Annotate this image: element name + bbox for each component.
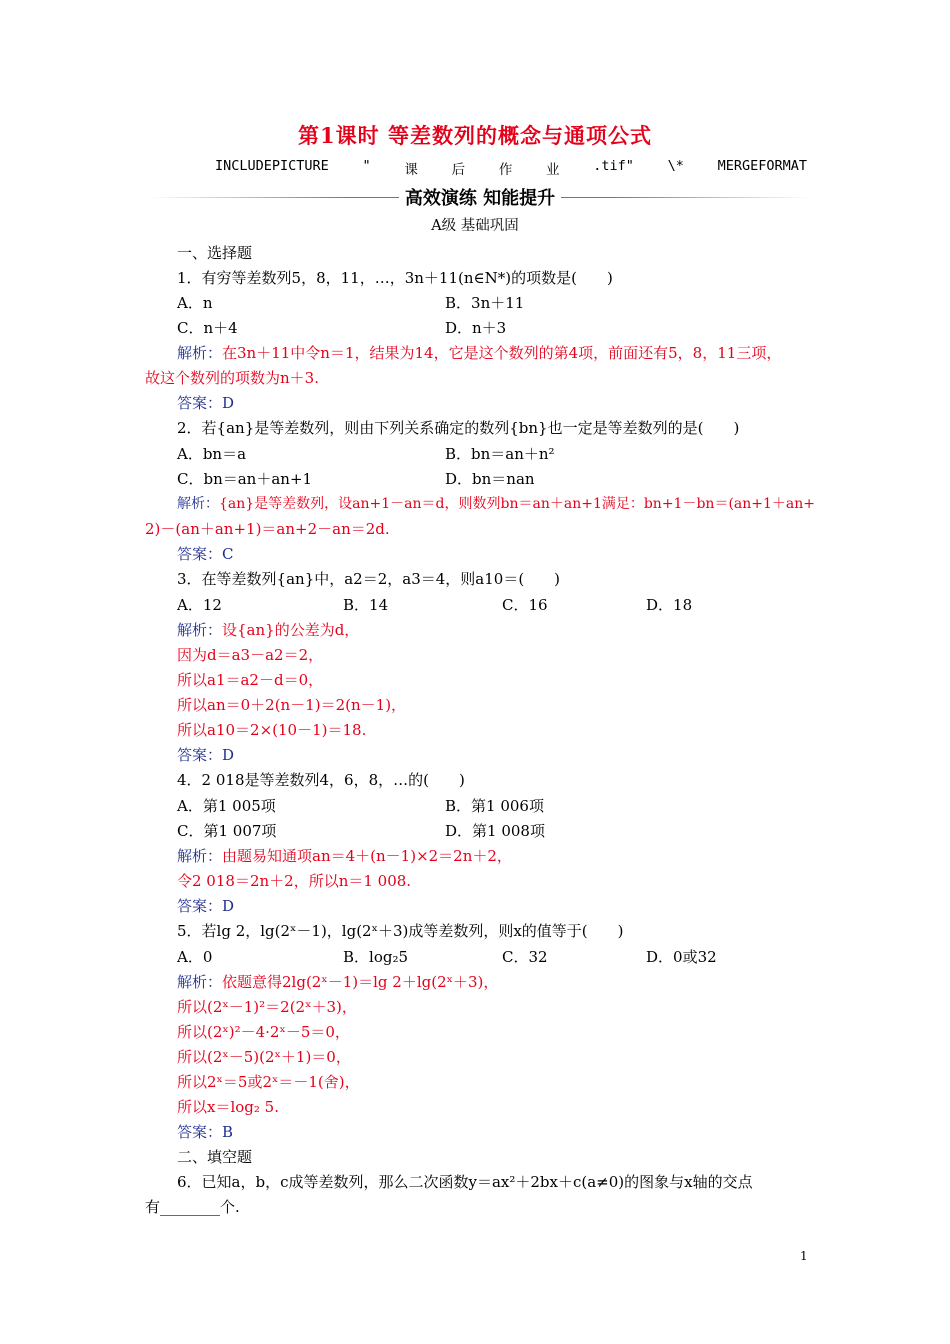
banner-text: 高效演练 知能提升 [404, 188, 556, 209]
q4-option-a: A．第1 005项 [177, 797, 276, 815]
q2-option-c: C．bn＝an＋an+1 [177, 470, 313, 488]
q5-solution-line-5: 所以2ˣ＝5或2ˣ＝－1(舍)， [177, 1073, 360, 1091]
answer-label: 答案： [177, 897, 223, 915]
q3-option-b: B．14 [343, 596, 389, 614]
field-token: 作 [498, 162, 513, 178]
solution-text: 设{an}的公差为d， [222, 621, 360, 639]
solution-text: {an}是等差数列，设an+1－an＝d，则数列bn＝an＋an+1满足：bn+1－bn＝(an+1＋an+ [219, 496, 815, 512]
analysis-label: 解析： [177, 847, 223, 865]
q5-solution-line-4: 所以(2ˣ－5)(2ˣ＋1)＝0， [177, 1048, 351, 1066]
question-3-stem: 3．在等差数列{an}中，a2＝2，a3＝4，则a10＝( ) [177, 570, 561, 588]
q3-solution-line-2: 因为d＝a3－a2＝2， [177, 646, 324, 664]
page-number: 1 [800, 1249, 808, 1263]
q1-option-b: B．3n＋11 [445, 294, 525, 312]
question-5-stem: 5．若lg 2，lg(2ˣ－1)，lg(2ˣ＋3)成等差数列，则x的值等于( ) [177, 922, 624, 940]
q3-option-d: D．18 [646, 596, 693, 614]
include-picture-field [215, 158, 807, 178]
q3-option-a: A．12 [177, 596, 222, 614]
q4-answer [177, 895, 234, 916]
q1-solution-line [177, 342, 781, 363]
solution-text: 由题易知通项an＝4＋(n－1)×2＝2n＋2， [222, 847, 512, 865]
q3-option-c: C．16 [502, 596, 548, 614]
q2-solution-line [177, 493, 815, 513]
field-token: 业 [546, 162, 560, 178]
answer-value: D [222, 394, 235, 412]
answer-value: C [222, 545, 234, 563]
answer-label: 答案： [177, 1123, 223, 1141]
q2-option-a: A．bn＝a [177, 445, 247, 463]
field-token: 后 [451, 162, 466, 178]
q5-answer [177, 1121, 233, 1142]
q5-solution-line-3: 所以(2ˣ)²－4·2ˣ－5＝0， [177, 1023, 350, 1041]
banner-rule-left [150, 197, 399, 198]
question-6-stem: 6．已知a，b，c成等差数列，那么二次函数y＝ax²＋2bx＋c(a≠0)的图象与x轴的交点 [177, 1173, 753, 1191]
analysis-label: 解析： [177, 344, 223, 362]
field-token: 课 [404, 162, 418, 178]
solution-text: 在3n＋11中令n＝1，结果为14，它是这个数列的第4项，前面还有5，8，11三项， [222, 344, 782, 362]
q5-solution-line [177, 971, 498, 992]
question-6-stem-2: 有________个. [145, 1198, 240, 1216]
q5-option-c: C．32 [502, 948, 548, 966]
q1-option-a: A．n [177, 294, 213, 312]
q4-option-b: B．第1 006项 [445, 797, 544, 815]
q5-solution-line-2: 所以(2ˣ－1)²＝2(2ˣ＋3)， [177, 998, 357, 1016]
answer-value: D [222, 897, 235, 915]
field-token: INCLUDEPICTURE [215, 158, 329, 174]
question-2-stem: 2．若{an}是等差数列，则由下列关系确定的数列{bn}也一定是等差数列的是( ) [177, 419, 740, 437]
q2-option-d: D．bn＝nan [445, 470, 535, 488]
q4-solution-line-2: 令2 018＝2n＋2，所以n＝1 008. [177, 872, 412, 890]
q5-option-d: D．0或32 [646, 948, 717, 966]
field-token: MERGEFORMAT [717, 158, 807, 174]
answer-value: B [222, 1123, 234, 1141]
field-token: .tif" [593, 158, 634, 174]
banner-rule-right [561, 197, 810, 198]
q3-solution-line [177, 619, 359, 640]
answer-label: 答案： [177, 545, 223, 563]
q1-option-c: C．n＋4 [177, 319, 238, 337]
section-heading: 一、选择题 [177, 244, 253, 262]
q1-option-d: D．n＋3 [445, 319, 507, 337]
field-token: \* [667, 158, 684, 174]
question-4-stem: 4．2 018是等差数列4，6，8，…的( ) [177, 771, 465, 789]
q3-solution-line-5: 所以a10＝2×(10－1)＝18. [177, 721, 367, 739]
analysis-label: 解析： [177, 496, 219, 512]
q3-solution-line-4: 所以an＝0＋2(n－1)＝2(n－1)， [177, 696, 407, 714]
answer-value: D [222, 746, 235, 764]
answer-label: 答案： [177, 746, 223, 764]
question-1-stem: 1．有穷等差数列5，8，11，…，3n＋11(n∈N*)的项数是( ) [177, 269, 613, 287]
level-heading: A级 基础巩固 [431, 218, 519, 234]
section-heading: 二、填空题 [177, 1148, 253, 1166]
section-banner [150, 183, 810, 211]
q2-solution-line-2: 2)－(an＋an+1)＝an+2－an＝2d. [145, 520, 390, 538]
q5-solution-line-6: 所以x＝log₂ 5. [177, 1098, 279, 1116]
q3-answer [177, 744, 234, 765]
q4-option-c: C．第1 007项 [177, 822, 277, 840]
q2-answer [177, 543, 234, 564]
q5-option-b: B．log₂5 [343, 948, 409, 966]
field-token: " [362, 158, 371, 174]
q4-option-d: D．第1 008项 [445, 822, 545, 840]
q3-solution-line-3: 所以a1＝a2－d＝0， [177, 671, 324, 689]
q1-answer [177, 392, 234, 413]
q2-option-b: B．bn＝an＋n² [445, 445, 555, 463]
q4-solution-line [177, 845, 512, 866]
answer-label: 答案： [177, 394, 223, 412]
q5-option-a: A．0 [177, 948, 213, 966]
q1-solution-line-2: 故这个数列的项数为n＋3. [145, 369, 319, 387]
page-title: 第1课时 等差数列的概念与通项公式 [298, 123, 652, 148]
solution-text: 依题意得2lg(2ˣ－1)＝lg 2＋lg(2ˣ＋3)， [222, 973, 499, 991]
analysis-label: 解析： [177, 621, 223, 639]
analysis-label: 解析： [177, 973, 223, 991]
